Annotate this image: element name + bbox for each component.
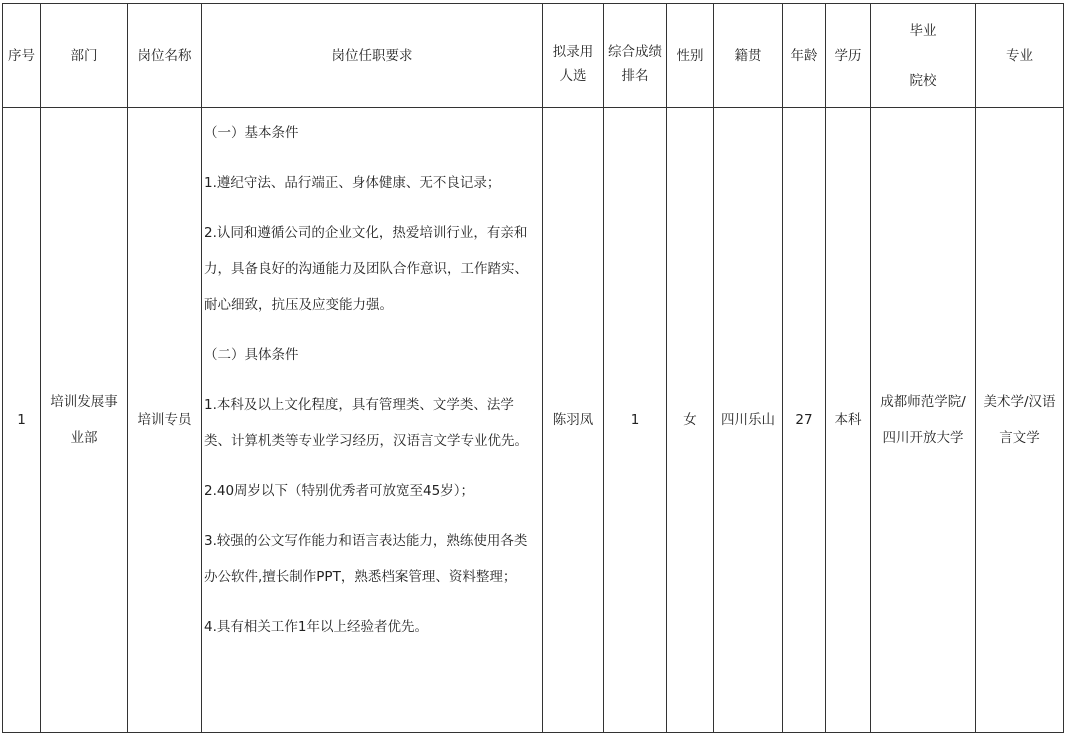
header-requirements: 岗位任职要求 — [202, 4, 543, 108]
cell-seq: 1 — [3, 108, 41, 733]
header-rank — [604, 4, 667, 108]
header-position: 岗位名称 — [128, 4, 202, 108]
header-school — [871, 4, 976, 108]
cell-major-line2: 言文学 — [999, 430, 1040, 446]
cell-school-line2: 四川开放大学 — [882, 430, 964, 446]
req-basic-title: （一）基本条件 — [204, 125, 299, 141]
req-basic-1: 1.遵纪守法、品行端正、身体健康、无不良记录； — [204, 175, 501, 191]
req-basic-2: 2.认同和遵循公司的企业文化，热爱培训行业，有亲和力，具备良好的沟通能力及团队合作意识，工作踏实、耐心细致，抗压及应变能力强。 — [204, 225, 528, 313]
cell-origin: 四川乐山 — [714, 108, 783, 733]
header-origin: 籍贯 — [714, 4, 783, 108]
header-candidate — [543, 4, 604, 108]
cell-major-line1: 美术学/汉语 — [983, 394, 1056, 410]
req-specific-2: 2.40周岁以下（特别优秀者可放宽至45岁）； — [204, 483, 474, 499]
header-school-line2: 院校 — [909, 72, 937, 89]
cell-school-line1: 成都师范学院/ — [880, 394, 966, 410]
header-major: 专业 — [976, 4, 1064, 108]
req-specific-1: 1.本科及以上文化程度，具有管理类、文学类、法学类、计算机类等专业学习经历，汉语言文学专业优先。 — [204, 397, 528, 449]
header-candidate-line2: 人选 — [559, 67, 587, 84]
cell-position: 培训专员 — [128, 108, 202, 733]
header-school-line1: 毕业 — [909, 22, 937, 39]
cell-rank: 1 — [604, 108, 667, 733]
header-education: 学历 — [826, 4, 871, 108]
header-candidate-line1: 拟录用 — [552, 43, 594, 60]
cell-candidate: 陈羽凤 — [543, 108, 604, 733]
header-gender: 性别 — [667, 4, 714, 108]
cell-dept-line1: 培训发展事 — [50, 394, 118, 410]
cell-dept — [41, 108, 128, 733]
cell-gender: 女 — [667, 108, 714, 733]
header-rank-line1: 综合成绩 — [608, 43, 662, 60]
cell-education: 本科 — [826, 108, 871, 733]
cell-major — [976, 108, 1064, 733]
header-dept: 部门 — [41, 4, 128, 108]
candidate-table — [2, 3, 1064, 733]
cell-age: 27 — [783, 108, 826, 733]
cell-dept-line2: 业部 — [70, 430, 98, 446]
table-row — [3, 108, 1064, 733]
req-specific-4: 4.具有相关工作1年以上经验者优先。 — [204, 619, 428, 635]
header-age: 年龄 — [783, 4, 826, 108]
req-specific-title: （二）具体条件 — [204, 347, 299, 363]
header-rank-line2: 排名 — [621, 67, 649, 84]
req-specific-3: 3.较强的公文写作能力和语言表达能力，熟练使用各类办公软件,擅长制作PPT，熟悉档案管理、资料整理； — [204, 533, 528, 585]
header-seq: 序号 — [3, 4, 41, 108]
cell-school — [871, 108, 976, 733]
table-header-row — [3, 4, 1064, 108]
cell-requirements — [202, 108, 543, 733]
